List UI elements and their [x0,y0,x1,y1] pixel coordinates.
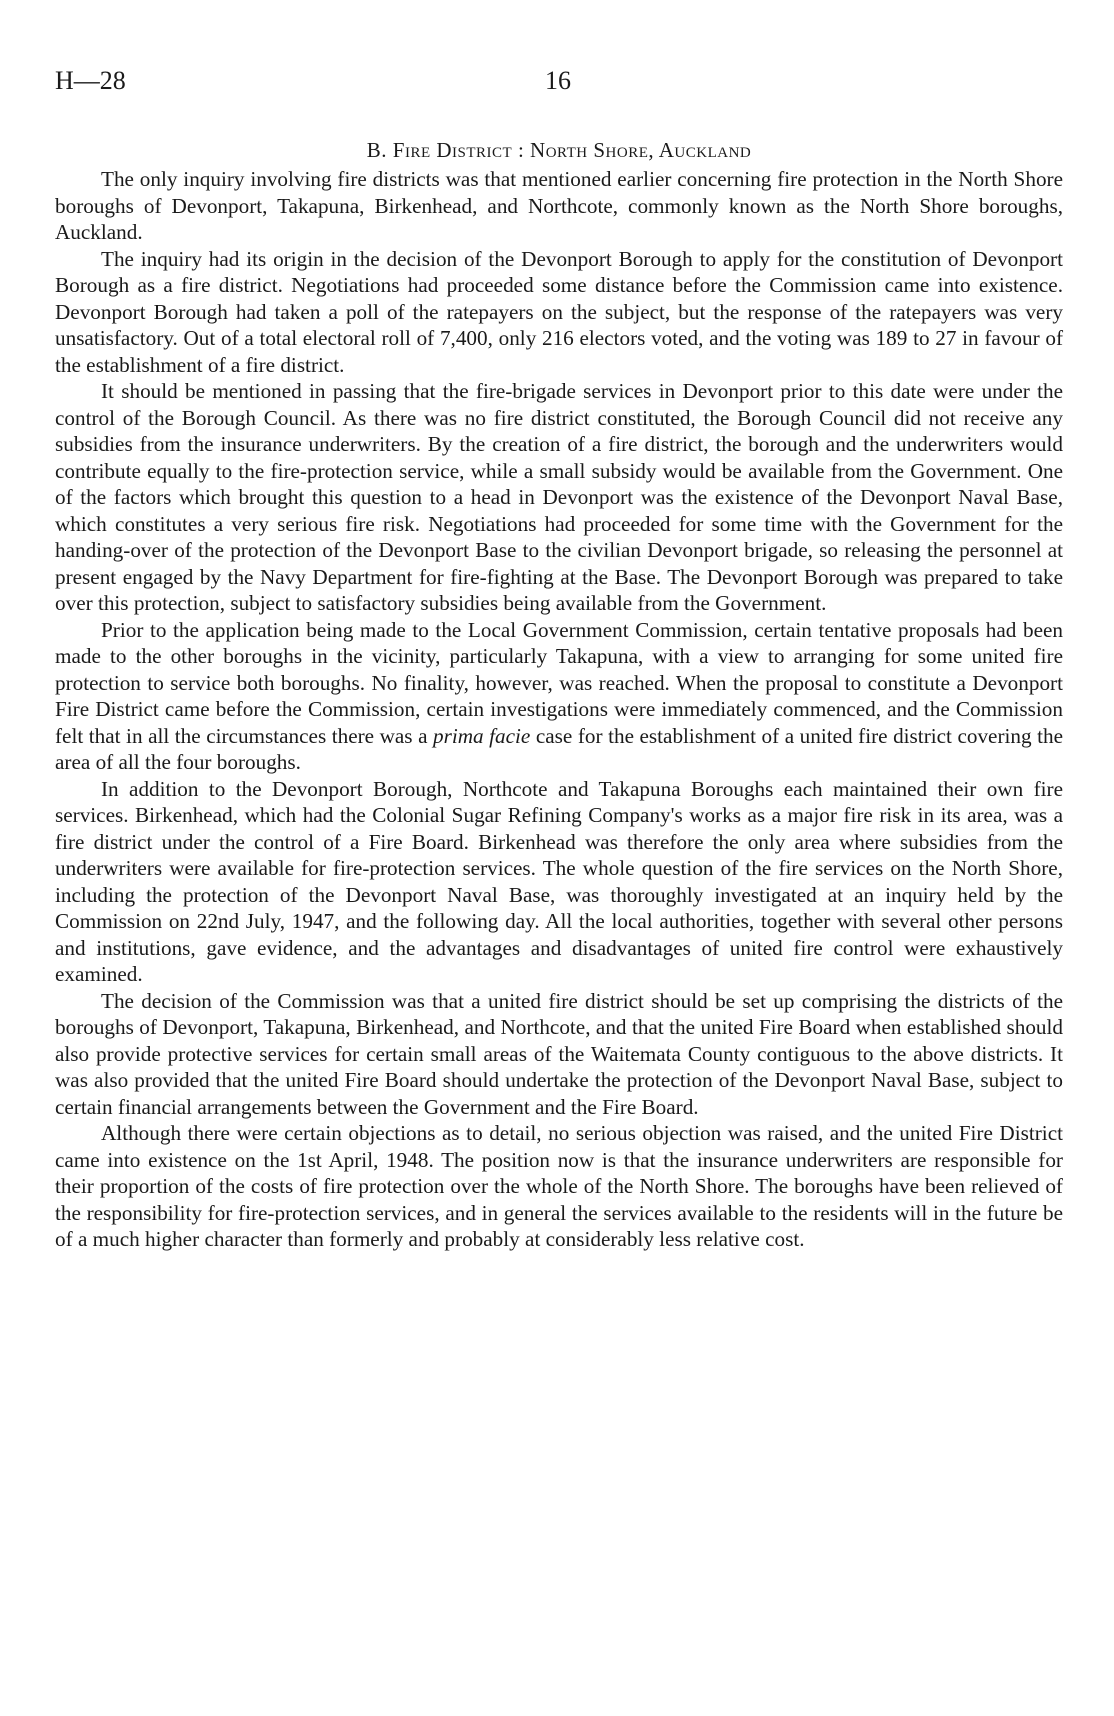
paragraph [55,617,1063,776]
document-body [55,166,1063,1253]
paragraph: It should be mentioned in passing that the fire-brigade services in Devonport prior to this date were under the control of the Borough Council. As there was no fire district constituted, the Borough Council did not receive any subsidies from the insurance underwriters. By the creation of a fire district, the borough and the underwriters would contribute equally to the fire-protection service, while a small subsidy would be available from the Government. One of the factors which brought this question to a head in Devonport was the existence of the Devonport Naval Base, which constitutes a very serious fire risk. Negotiations had proceeded for some time with the Government for the handing-over of the protection of the Devonport Base to the civilian Devonport brigade, so releasing the personnel at present engaged by the Navy Department for fire-fighting at the Base. The Devonport Borough was prepared to take over this protection, subject to satisfactory subsidies being available from the Government. [55,379,1063,615]
page-header [55,66,1063,106]
italic-phrase: prima facie [433,723,531,748]
paragraph: The only inquiry involving fire districts was that mentioned earlier concerning fire protection in the North Shore boroughs of Devonport, Takapuna, Birkenhead, and Northcote, commonly known as the North Shore boroughs, Auckland. [55,167,1063,244]
paragraph: The decision of the Commission was that a united fire district should be set up comprising the districts of the boroughs of Devonport, Takapuna, Birkenhead, and Northcote, and that the united Fire Board when established should also provide protective services for certain small areas of the Waitemata County contiguous to the above districts. It was also provided that the united Fire Board should undertake the protection of the Devonport Naval Base, subject to certain financial arrangements between the Government and the Fire Board. [55,988,1063,1119]
document-page [55,0,1063,1716]
paragraph: The inquiry had its origin in the decision of the Devonport Borough to apply for the constitution of Devonport Borough as a fire district. Negotiations had proceeded some distance before the Commission came into existence. Devonport Borough had taken a poll of the ratepayers on the subject, but the response of the ratepayers was very unsatisfactory. Out of a total electoral roll of 7,400, only 216 electors voted, and the voting was 189 to 27 in favour of the establishment of a fire district. [55,246,1063,377]
page-number: 16 [545,66,571,95]
paragraph: In addition to the Devonport Borough, Northcote and Takapuna Boroughs each maintained their own fire services. Birkenhead, which had the Colonial Sugar Refining Company's works as a major fire risk in its area, was a fire district under the control of a Fire Board. Birkenhead was therefore the only area where subsidies from the underwriters were available for fire-protection services. The whole question of the fire services on the North Shore, including the protection of the Devonport Naval Base, was thoroughly investigated at an inquiry held by the Commission on 22nd July, 1947, and the following day. All the local authorities, together with several other persons and institutions, gave evidence, and the advantages and disadvantages of united fire control were exhaustively examined. [55,776,1063,986]
document-reference: H—28 [55,66,126,95]
paragraph-text: Prior to the application being made to the Local Government Commission, certain tentative proposals had been made to the other boroughs in the vicinity, particularly Takapuna, with a view to arranging for some united fire protection to service both boroughs. No finality, however, was reached. When the proposal to constitute a Devonport Fire District came before the Commission, certain investigations were immediately commenced, and the Commission felt that in all the circumstances there was a [55,617,1063,748]
section-heading: B. Fire District : North Shore, Auckland [366,138,752,162]
paragraph-text: case for the establishment of a united fire district covering the area of all the four boroughs. [55,723,1063,774]
paragraph: Although there were certain objections as to detail, no serious objection was raised, and the united Fire District came into existence on the 1st April, 1948. The position now is that the insurance underwriters are responsible for their proportion of the costs of fire protection over the whole of the North Shore. The boroughs have been relieved of the responsibility for fire-protection services, and in general the services available to the residents will in the future be of a much higher character than formerly and probably at considerably less relative cost. [55,1121,1063,1251]
